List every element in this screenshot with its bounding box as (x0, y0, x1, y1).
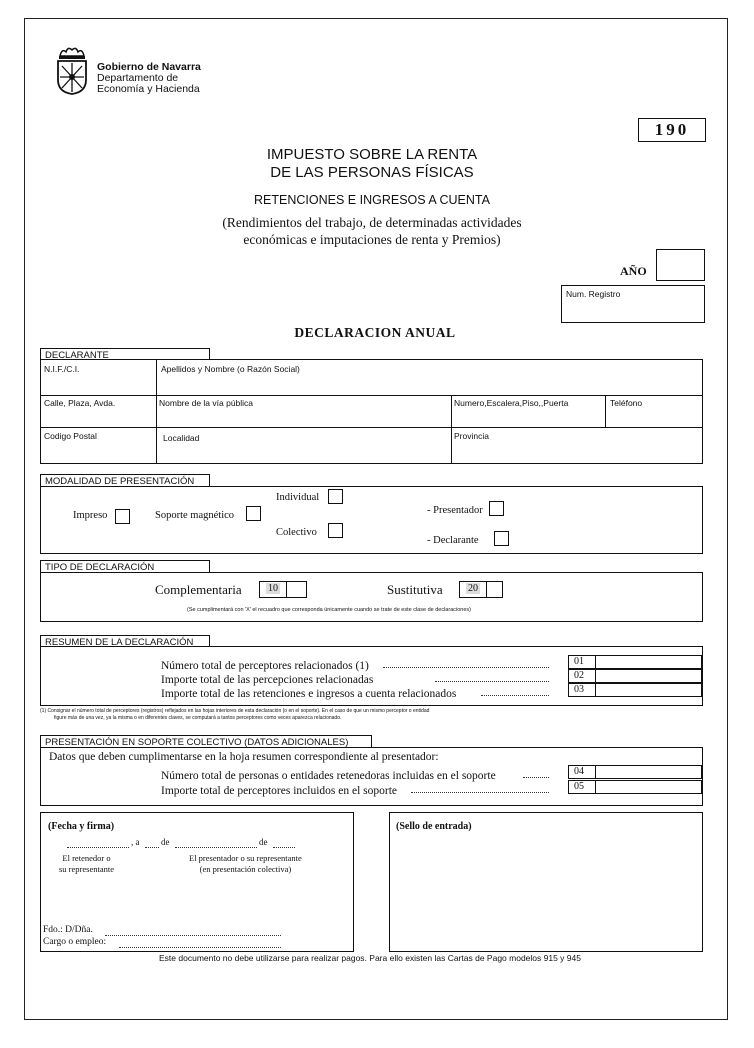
soporte-row-2 (161, 781, 701, 795)
org-name: Gobierno de Navarra (97, 61, 201, 73)
year-field[interactable] (656, 249, 705, 281)
resumen-footnote: (1) Consignar el número total de perceptores (registros) reflejados en las hojas interiores de esta declaración (o en el soporte). En el caso de que un mismo perceptor o entidad figure más de una vez, ya la misma o en diferentes claves, se computará a tantos perceptores como veces aparezca relacionado. (40, 708, 430, 721)
fdo-line[interactable]: Fdo.: D/Dña. (43, 925, 283, 935)
description-line2: económicas e imputaciones de renta y Premios) (243, 232, 501, 247)
soporte-colectivo-intro: Datos que deben cumplimentarse en la hoja resumen correspondiente al presentador: (49, 751, 439, 763)
soporte-row-1-field[interactable]: 04 (568, 765, 702, 779)
sello-section (389, 812, 703, 952)
page-title-line1: IMPUESTO SOBRE LA RENTA (266, 146, 478, 163)
soporte-row-1-label: Número total de personas o entidades retenedoras incluidas en el soporte (161, 770, 496, 782)
registro-label: Num. Registro (566, 289, 621, 299)
modalidad-tab: MODALIDAD DE PRESENTACIÓN (40, 474, 210, 486)
nif-field[interactable]: N.I.F./C.I. (44, 364, 80, 374)
tipo-section (40, 572, 703, 622)
calle-field[interactable]: Calle, Plaza, Avda. (44, 398, 116, 408)
declarante-label: - Declarante (427, 535, 479, 546)
org-department: Departamento de (97, 72, 179, 84)
complementaria-code: 10 (268, 583, 278, 594)
soporte-colectivo-section (40, 747, 703, 806)
resumen-row-3-field[interactable]: 03 (568, 683, 702, 697)
tipo-note: (Se cumplimentará con 'X' el recuadro que corresponda únicamente cuando se trate de este clase de declaraciones) (187, 607, 471, 613)
sustitutiva-box[interactable] (459, 581, 503, 598)
retenedor-line2: su representante (59, 864, 114, 874)
resumen-row-1 (161, 656, 701, 670)
colectivo-checkbox[interactable] (328, 523, 343, 538)
apellidos-field[interactable]: Apellidos y Nombre (o Razón Social) (161, 364, 300, 374)
cargo-line[interactable]: Cargo o empleo: (43, 937, 283, 947)
sello-title: (Sello de entrada) (396, 821, 472, 832)
sustitutiva-code: 20 (468, 583, 478, 594)
presentador-line1: El presentador o su representante (189, 853, 302, 863)
tipo-tab: TIPO DE DECLARACIÓN (40, 560, 210, 572)
declarante-section (40, 359, 703, 464)
firma-title: (Fecha y firma) (48, 821, 115, 832)
navarra-shield-icon (54, 46, 90, 96)
colectivo-label: Colectivo (276, 527, 317, 538)
declarante-checkbox[interactable] (494, 531, 509, 546)
nombre-via-field[interactable]: Nombre de la vía pública (159, 398, 254, 408)
model-number-box (638, 118, 706, 142)
resumen-section (40, 646, 703, 706)
soporte-row-2-label: Importe total de perceptores incluidos en el soporte (161, 785, 397, 797)
complementaria-label: Complementaria (155, 582, 242, 597)
soporte-colectivo-tab: PRESENTACIÓN EN SOPORTE COLECTIVO (DATOS ADICIONALES) (40, 735, 372, 747)
fecha-line[interactable]: , a de de (67, 837, 337, 849)
presentador-checkbox[interactable] (489, 501, 504, 516)
presentador-label: - Presentador (427, 505, 483, 516)
soporte-checkbox[interactable] (246, 506, 261, 521)
resumen-row-2-label: Importe total de las percepciones relacionadas (161, 674, 374, 686)
soporte-label: Soporte magnético (155, 510, 235, 521)
numero-field[interactable]: Numero,Escalera,Piso,,Puerta (454, 398, 569, 408)
model-number: 190 (654, 120, 690, 139)
resumen-row-3-label: Importe total de las retenciones e ingresos a cuenta relacionados (161, 688, 457, 700)
individual-checkbox[interactable] (328, 489, 343, 504)
sustitutiva-label: Sustitutiva (387, 582, 443, 597)
impreso-checkbox[interactable] (115, 509, 130, 524)
declarante-tab: DECLARANTE (40, 348, 210, 360)
resumen-row-1-label: Número total de perceptores relacionados (1) (161, 660, 369, 672)
year-label: AÑO (620, 264, 647, 278)
page-subtitle: RETENCIONES E INGRESOS A CUENTA (254, 193, 490, 207)
soporte-row-1 (161, 766, 701, 780)
resumen-row-1-field[interactable]: 01 (568, 655, 702, 669)
modalidad-section (40, 486, 703, 554)
registro-field[interactable] (561, 285, 705, 323)
provincia-field[interactable]: Provincia (454, 431, 489, 441)
page-title-line2: DE LAS PERSONAS FÍSICAS (270, 164, 474, 181)
cp-field[interactable]: Codigo Postal (44, 431, 97, 441)
org-department-name: Economía y Hacienda (97, 83, 200, 95)
telefono-field[interactable]: Teléfono (610, 398, 643, 408)
resumen-row-2 (161, 670, 701, 684)
impreso-label: Impreso (73, 510, 108, 521)
presentador-line2: (en presentación colectiva) (199, 864, 292, 874)
localidad-field[interactable]: Localidad (163, 433, 200, 443)
firma-section (40, 812, 354, 952)
resumen-row-2-field[interactable]: 02 (568, 669, 702, 683)
soporte-row-2-field[interactable]: 05 (568, 780, 702, 794)
individual-label: Individual (276, 492, 320, 503)
resumen-tab: RESUMEN DE LA DECLARACIÓN (40, 635, 210, 647)
resumen-row-3 (161, 684, 701, 698)
complementaria-box[interactable] (259, 581, 307, 598)
retenedor-line1: El retenedor o (62, 853, 111, 863)
description-line1: (Rendimientos del trabajo, de determinadas actividades (222, 215, 522, 230)
declaracion-anual-title: DECLARACION ANUAL (294, 325, 456, 340)
footer-note: Este documento no debe utilizarse para realizar pagos. Para ello existen las Cartas de Pago modelos 915 y 945 (159, 953, 581, 963)
